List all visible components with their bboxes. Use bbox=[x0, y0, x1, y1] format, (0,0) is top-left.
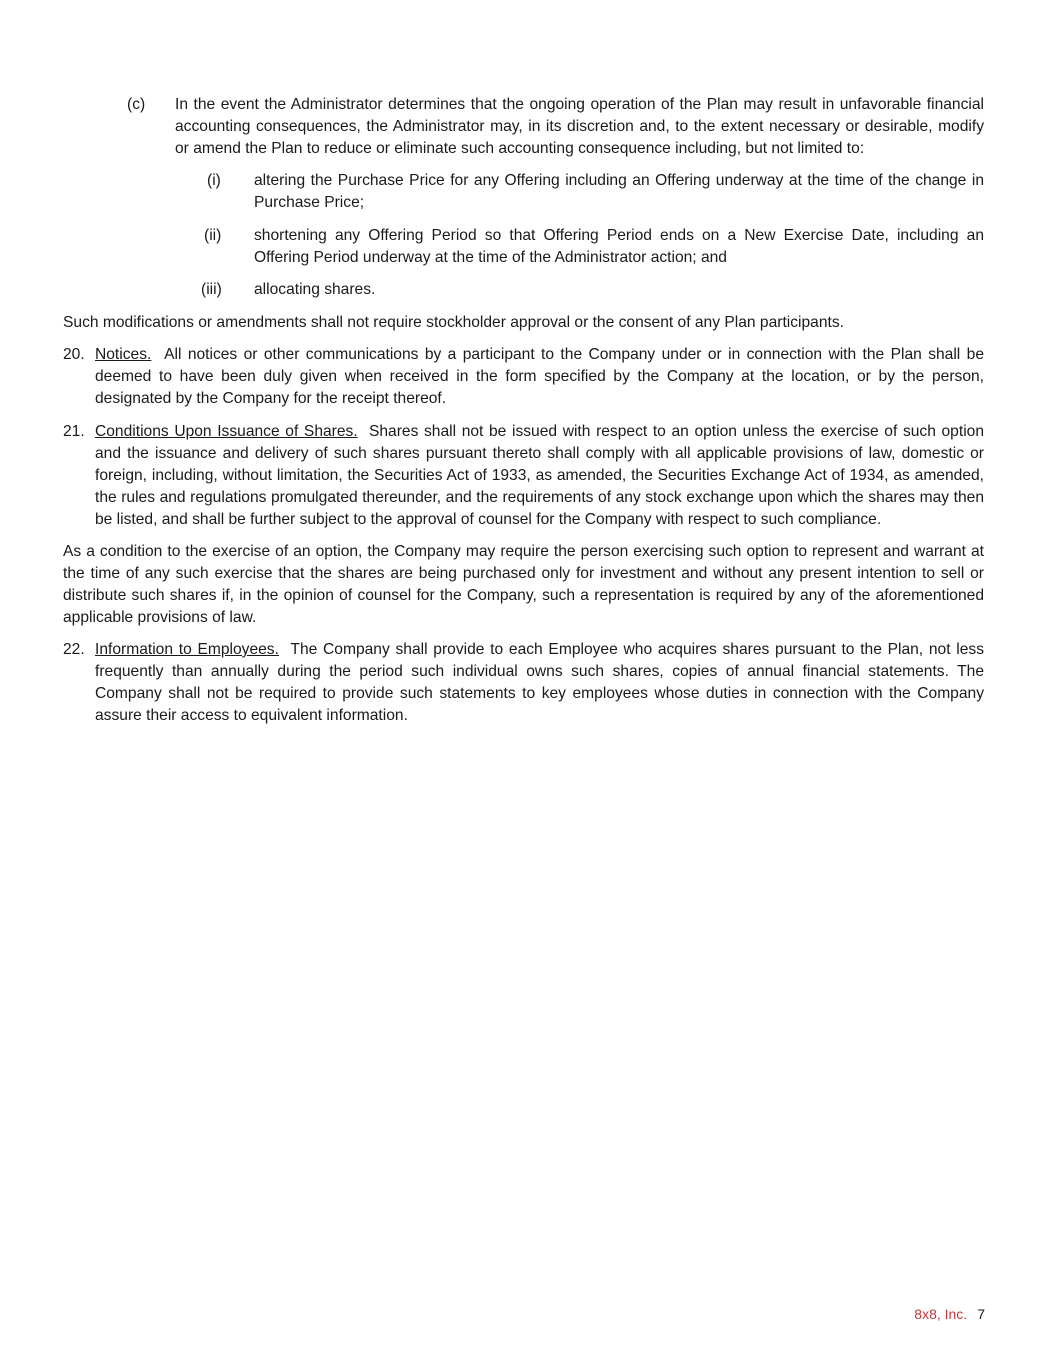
section-21-number: 21. bbox=[63, 423, 85, 440]
condition-paragraph: As a condition to the exercise of an option, the Company may require the person exercising such option to represent and warrant at the time of any such exercise that the shares are being purchased only for investment and without any present intention to sell or distribute such shares if, in the opinion of counsel for the Company, such a representation is required by any of the aforementioned applicable provisions of law. bbox=[63, 543, 984, 626]
sub-item-i-text: altering the Purchase Price for any Offering including an Offering underway at the time of the change in Purchase Price; bbox=[254, 172, 984, 211]
section-21-body bbox=[95, 421, 984, 531]
sub-item-ii-marker: (ii) bbox=[204, 227, 222, 244]
modifications-note: Such modifications or amendments shall not require stockholder approval or the consent of any Plan participants. bbox=[63, 314, 844, 331]
section-22-heading: Information to Employees. bbox=[95, 641, 279, 658]
sub-item-i bbox=[207, 170, 984, 214]
section-20-number: 20. bbox=[63, 346, 85, 363]
section-21-text: Shares shall not be issued with respect to an option unless the exercise of such option and the issuance and delivery of such shares pursuant thereto shall comply with all applicable provisions of law, domestic or foreign, including, without limitation, the Securities Act of 1933, as amended, the Securities Exchange Act of 1934, as amended, the rules and regulations promulgated thereunder, and the requirements of any stock exchange upon which the shares may then be listed, and shall be further subject to the approval of counsel for the Company with respect to such compliance. bbox=[95, 423, 985, 528]
clause-c-text: In the event the Administrator determines that the ongoing operation of the Plan may result in unfavorable financial accounting consequences, the Administrator may, in its discretion and, to the extent necessary or desirable, modify or amend the Plan to reduce or eliminate such accounting consequence including, but not limited to: bbox=[175, 96, 984, 157]
section-20-heading: Notices. bbox=[95, 346, 152, 363]
sub-item-ii-text: shortening any Offering Period so that Offering Period ends on a New Exercise Date, including an Offering Period underway at the time of the Administrator action; and bbox=[254, 227, 984, 266]
page-number: 7 bbox=[977, 1306, 985, 1322]
section-22 bbox=[63, 639, 984, 727]
clause-c-marker: (c) bbox=[127, 96, 146, 113]
section-20-text: All notices or other communications by a participant to the Company under or in connection with the Plan shall be deemed to have been duly given when received in the form specified by the Company at the location, or by the person, designated by the Company for the receipt thereof. bbox=[95, 346, 984, 407]
section-21 bbox=[63, 421, 984, 531]
sub-item-iii-marker: (iii) bbox=[201, 281, 222, 298]
section-22-text: The Company shall provide to each Employee who acquires shares pursuant to the Plan, not less frequently than annually during the period such individual owns such shares, copies of annual financial statements. The Company shall not be required to provide such statements to key employees whose duties in connection with the Company assure their access to equivalent information. bbox=[95, 641, 985, 724]
sub-item-ii bbox=[204, 225, 984, 269]
clause-c bbox=[127, 94, 984, 160]
page-footer bbox=[914, 1304, 985, 1324]
section-22-body bbox=[95, 639, 984, 727]
footer-company: 8x8, Inc. bbox=[914, 1306, 968, 1322]
sub-item-i-marker: (i) bbox=[207, 172, 221, 189]
section-22-number: 22. bbox=[63, 641, 85, 658]
section-20-body bbox=[95, 344, 984, 410]
section-21-heading: Conditions Upon Issuance of Shares. bbox=[95, 423, 358, 440]
section-20 bbox=[63, 344, 984, 410]
sub-item-iii-text: allocating shares. bbox=[254, 281, 376, 298]
sub-item-iii bbox=[201, 279, 984, 301]
